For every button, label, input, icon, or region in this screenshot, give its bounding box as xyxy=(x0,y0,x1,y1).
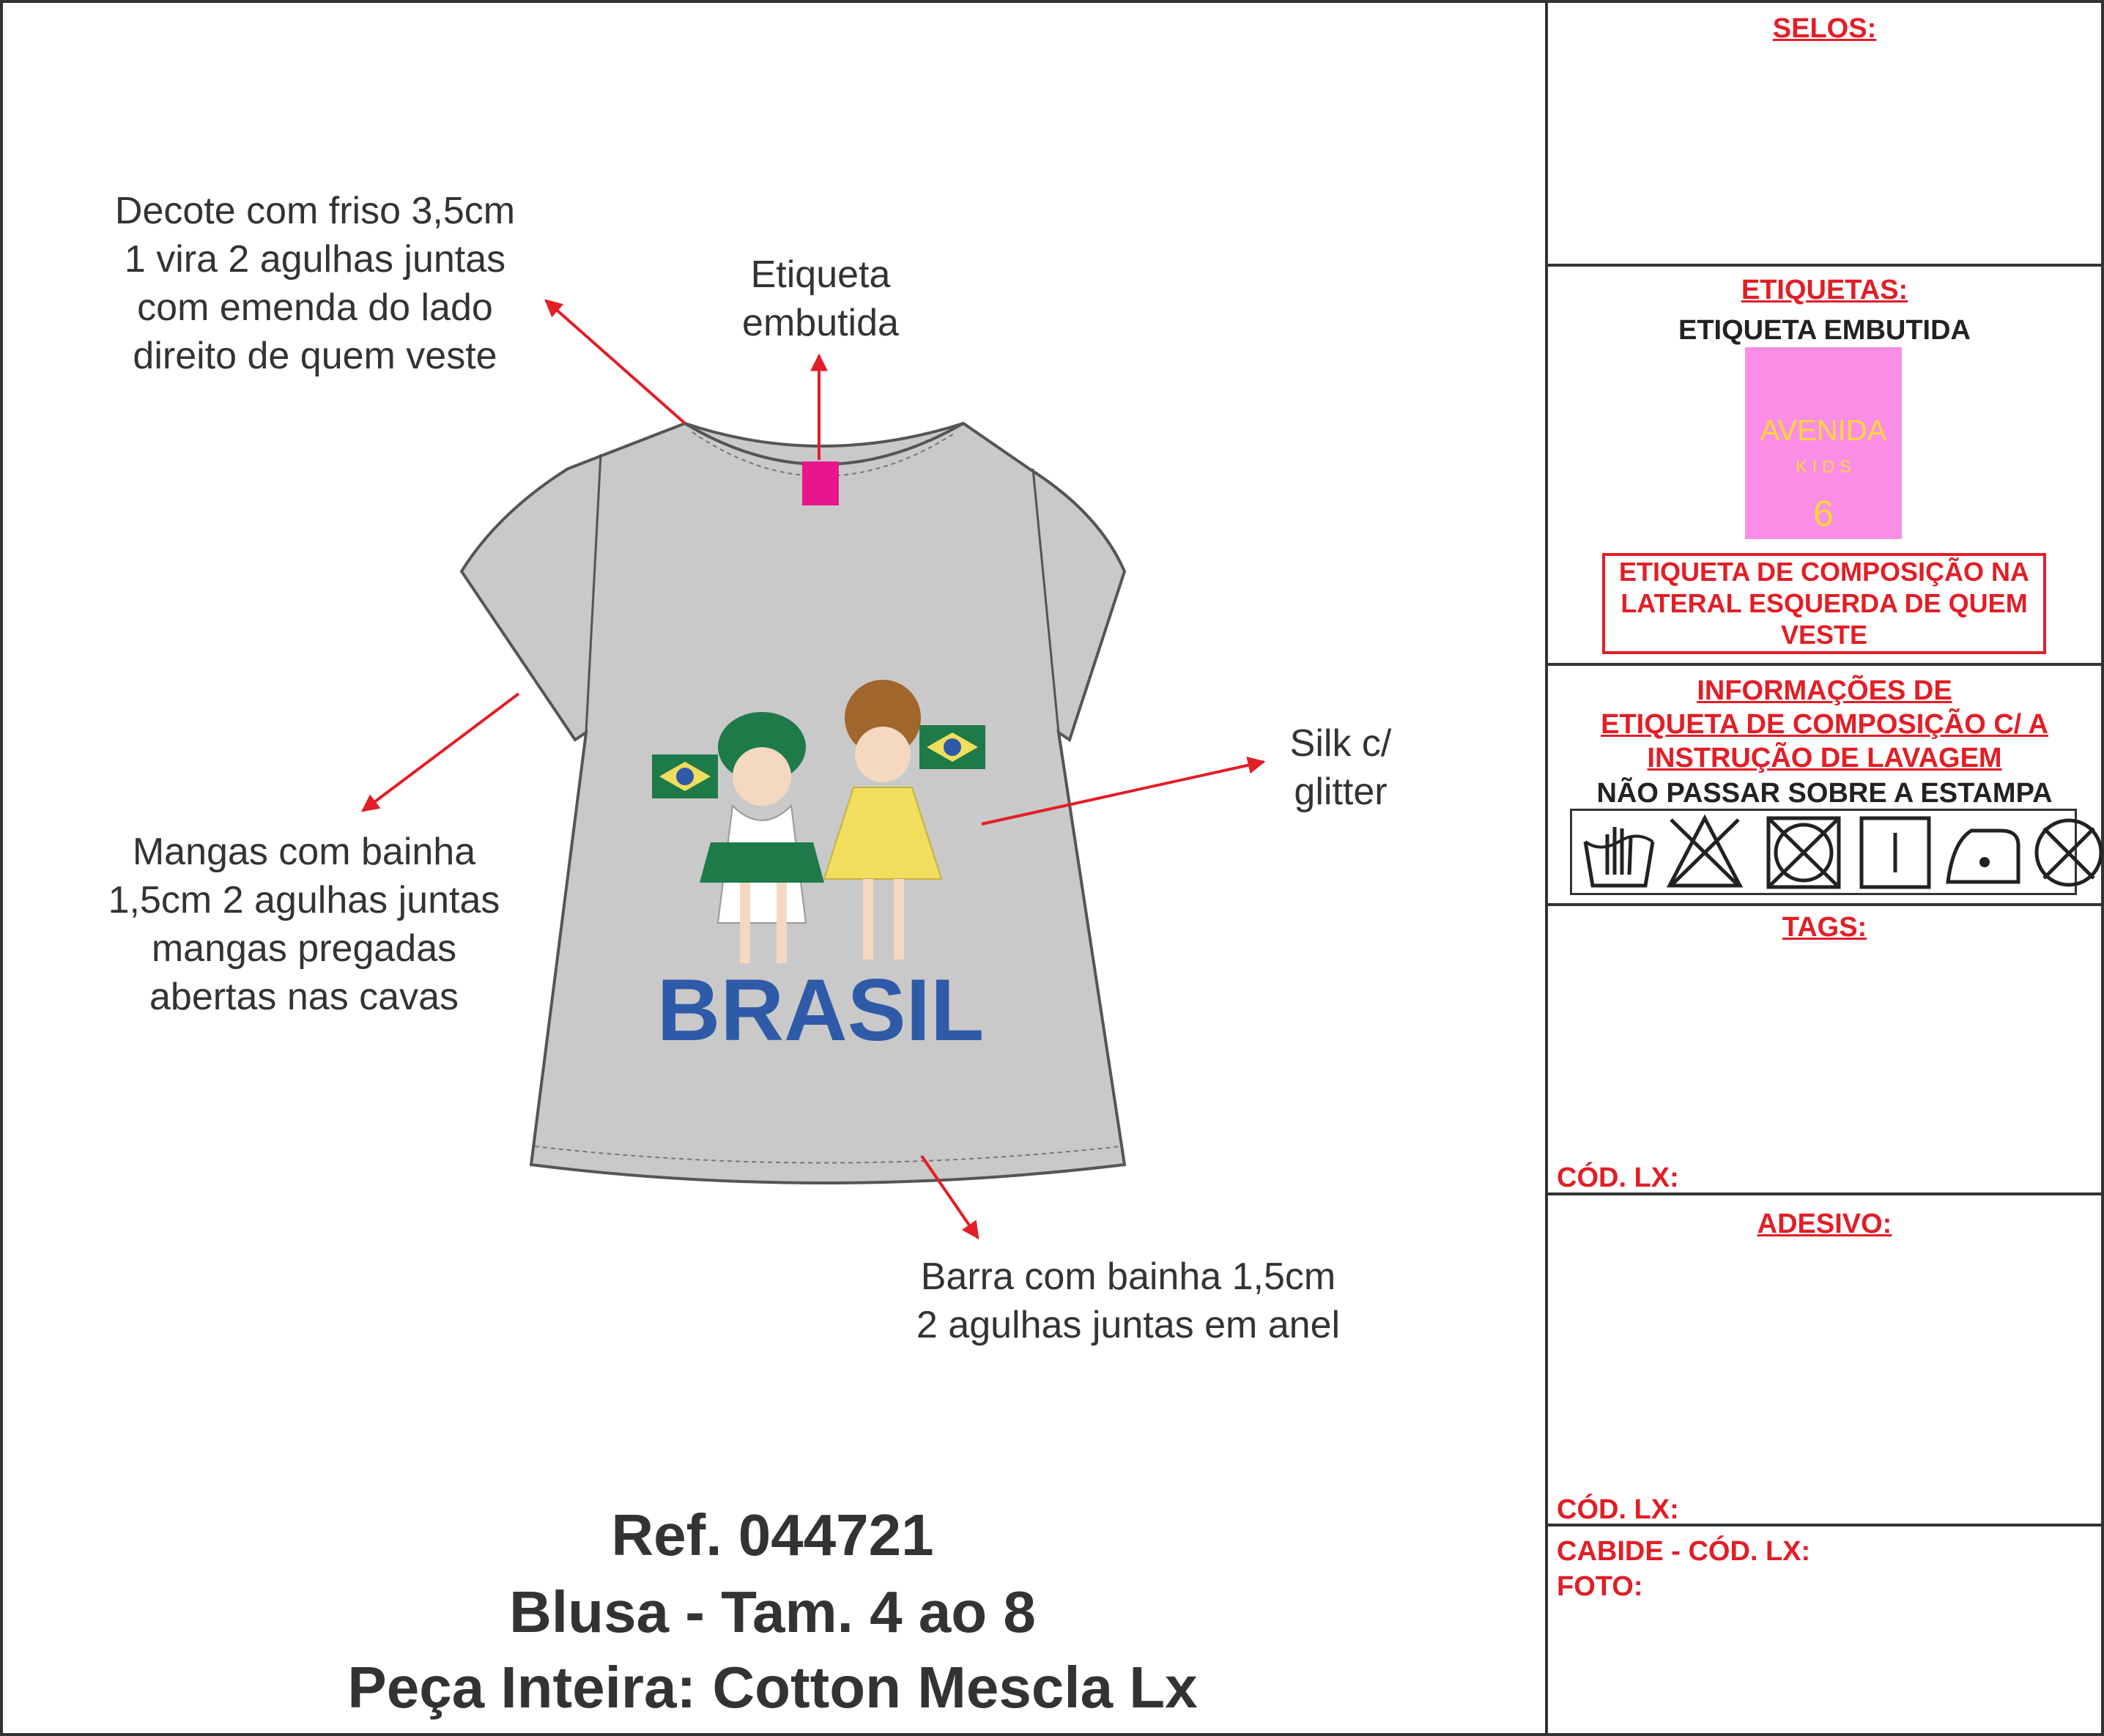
no-tumble-dry-icon xyxy=(1763,812,1845,893)
divider xyxy=(1545,903,2104,906)
cod-lx-tags: CÓD. LX: xyxy=(1557,1162,1679,1193)
ref-number: Ref. 044721 xyxy=(611,1502,934,1568)
no-dry-clean-icon xyxy=(2028,812,2104,893)
selos-heading: SELOS: xyxy=(1772,13,1877,44)
etiquetas-heading: ETIQUETAS: xyxy=(1741,275,1908,305)
line-dry-icon xyxy=(1854,812,1936,893)
nao-passar-text: NÃO PASSAR SOBRE A ESTAMPA xyxy=(1596,778,2053,809)
note-label: Etiqueta embutida xyxy=(742,253,899,344)
print-text: BRASIL xyxy=(656,961,985,1059)
brand-sub: K I D S xyxy=(1795,457,1852,477)
brand-name: AVENIDA xyxy=(1760,415,1887,447)
fabric-info: Peça Inteira: Cotton Mescla Lx xyxy=(347,1655,1198,1720)
foto-label: FOTO: xyxy=(1557,1571,1643,1602)
composition-box: ETIQUETA DE COMPOSIÇÃO NA LATERAL ESQUERDA DE QUEM VESTE xyxy=(1602,553,2046,654)
product-name: Blusa - Tam. 4 ao 8 xyxy=(509,1579,1036,1644)
note-hem: Barra com bainha 1,5cm 2 agulhas juntas em anel xyxy=(916,1255,1341,1346)
arrow-sleeves xyxy=(363,694,519,811)
note-silk: Silk c/ glitter xyxy=(1289,722,1392,813)
divider xyxy=(1545,663,2104,666)
tags-heading: TAGS: xyxy=(1782,912,1867,943)
no-bleach-icon xyxy=(1664,812,1746,893)
hand-wash-icon xyxy=(1578,812,1660,893)
note-neckline: Decote com friso 3,5cm 1 vira 2 agulhas juntas com emenda do lado direito de quem veste xyxy=(114,190,516,377)
adesivo-heading: ADESIVO: xyxy=(1757,1209,1892,1239)
brand-label xyxy=(1745,347,1902,539)
iron-low-icon xyxy=(1942,812,2024,893)
divider xyxy=(1545,264,2104,267)
info-heading: INFORMAÇÕES DE ETIQUETA DE COMPOSIÇÃO C/ A INSTRUÇÃO DE LAVAGEM xyxy=(1601,675,2048,774)
arrow-neckline xyxy=(546,300,685,423)
note-sleeves: Mangas com bainha 1,5cm 2 agulhas juntas mangas pregadas abertas nas cavas xyxy=(108,831,500,1018)
cod-lx-adesivo: CÓD. LX: xyxy=(1557,1494,1679,1525)
etiqueta-embutida-text: ETIQUETA EMBUTIDA xyxy=(1678,315,1971,346)
neck-label-tag xyxy=(802,461,839,505)
care-symbols xyxy=(1570,809,2077,895)
label-size: 6 xyxy=(1813,493,1834,534)
cabide-cod-lx: CABIDE - CÓD. LX: xyxy=(1557,1536,1811,1567)
tshirt-shape xyxy=(462,423,1125,1183)
